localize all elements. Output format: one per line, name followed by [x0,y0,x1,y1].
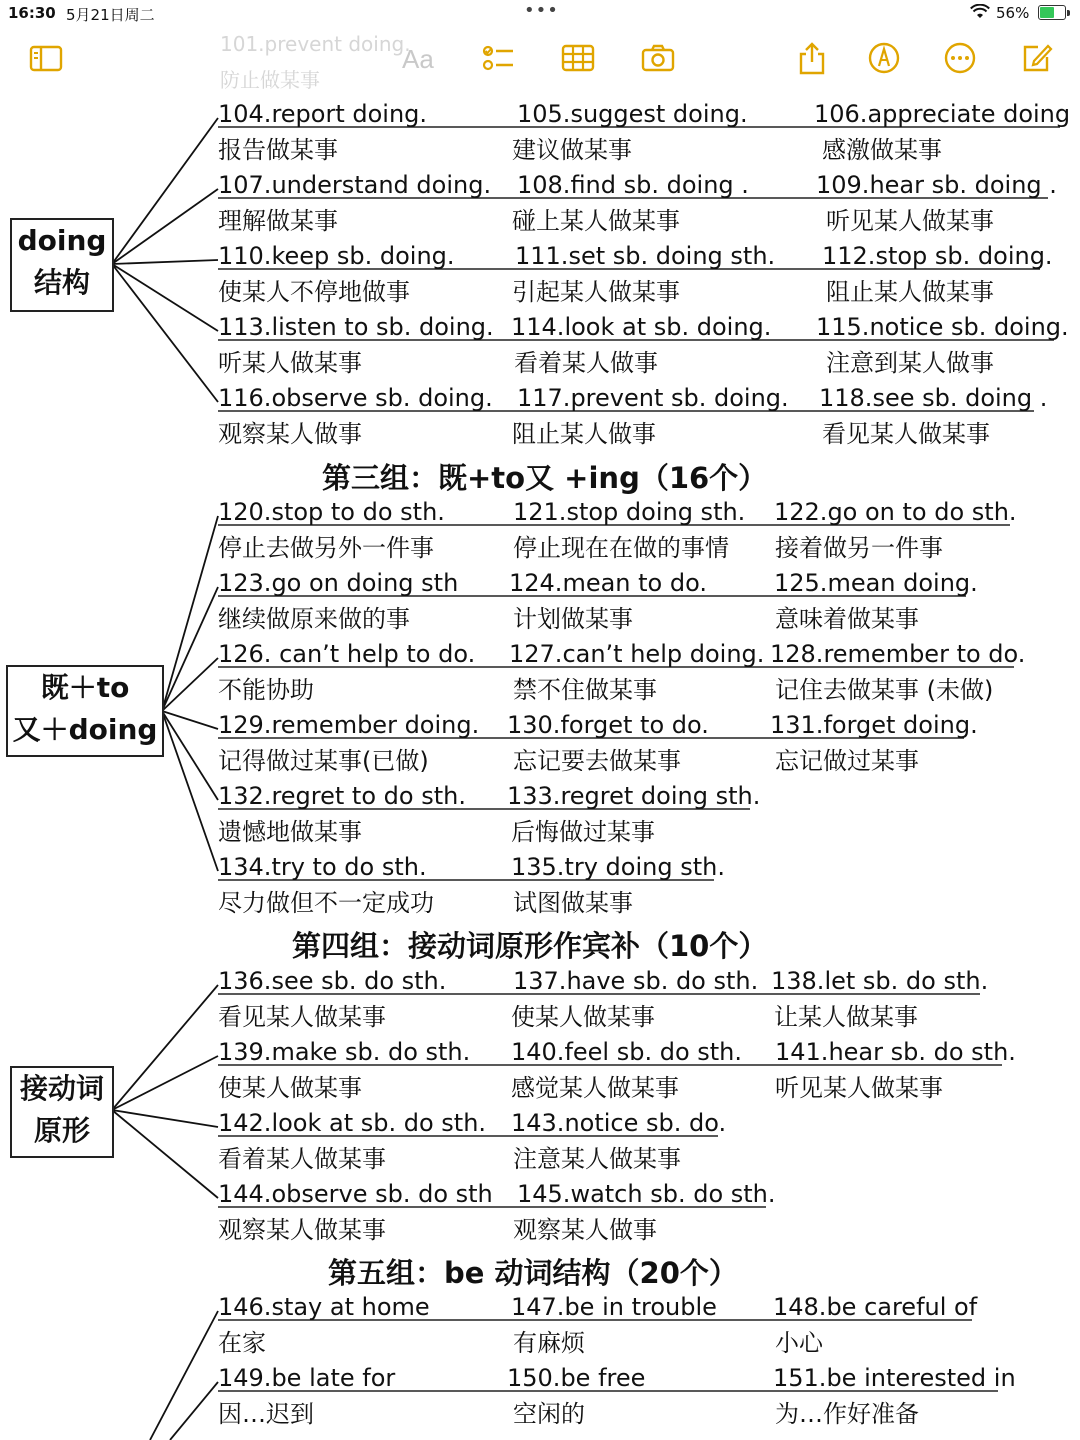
battery-icon [1038,5,1066,20]
status-bar [0,0,1080,28]
phrase-en: 136.see sb. do sth. [218,967,447,995]
phrase-zh: 看见某人做某事 [822,420,990,448]
phrase-zh: 意味着做某事 [775,605,919,633]
phrase-zh: 观察某人做事 [513,1216,657,1244]
phrase-zh: 注意某人做某事 [513,1145,681,1173]
phrase-zh: 报告做某事 [218,136,338,164]
box-label-line: 结构 [33,266,90,299]
phrase-zh: 小心 [775,1329,823,1357]
phrase-zh: 让某人做某事 [774,1003,918,1031]
phrase-en: 124.mean to do. [509,569,707,597]
phrase-en: 128.remember to do. [770,640,1026,668]
phrase-zh: 试图做某事 [513,889,633,917]
to-and-doing-label-box [6,665,164,757]
phrase-en: 109.hear sb. doing . [816,171,1057,199]
phrase-zh: 有麻烦 [513,1329,585,1357]
phrase-en: 138.let sb. do sth. [771,967,989,995]
checklist-icon[interactable] [480,40,516,76]
phrase-en: 106.appreciate doing [814,100,1071,128]
phrase-zh: 看着某人做某事 [218,1145,386,1173]
phrase-en: 115.notice sb. doing. [816,313,1069,341]
phrase-en: 121.stop doing sth. [513,498,746,526]
phrase-zh: 观察某人做事 [218,420,362,448]
phrase-en: 107.understand doing. [218,171,492,199]
phrase-zh: 计划做某事 [513,605,633,633]
box-label-line: 既＋to [40,671,130,704]
section-title-group4: 第四组：接动词原形作宾补（10个） [292,929,768,963]
phrase-en: 123.go on doing sth [218,569,459,597]
multitask-dots-icon[interactable]: ••• [524,0,559,21]
phrase-en: 134.try to do sth. [218,853,427,881]
phrase-en: 141.hear sb. do sth. [775,1038,1016,1066]
section-title-group5: 第五组：be 动词结构（20个） [328,1256,738,1290]
phrase-en: 105.suggest doing. [517,100,748,128]
phrase-en: 133.regret doing sth. [507,782,761,810]
phrase-zh: 感激做某事 [822,136,942,164]
phrase-en: 126. can’t help to do. [218,640,476,668]
camera-icon[interactable] [640,40,676,76]
phrase-zh: 阻止某人做某事 [826,278,994,306]
phrase-zh: 碰上某人做某事 [512,207,680,235]
ghost-text-line: 101.prevent doing. [220,32,411,56]
phrase-zh: 遗憾地做某事 [218,818,362,846]
phrase-zh: 停止现在在做的事情 [513,534,729,562]
bare-infinitive-label-box [10,1066,114,1158]
phrase-en: 149.be late for [218,1364,396,1392]
phrase-en: 111.set sb. doing sth. [515,242,776,270]
phrase-en: 142.look at sb. do sth. [218,1109,487,1137]
phrase-en: 131.forget doing. [770,711,978,739]
doing-structure-label-box [10,218,114,312]
phrase-zh: 注意到某人做事 [826,349,994,377]
phrase-zh: 听见某人做某事 [775,1074,943,1102]
compose-icon[interactable] [1018,40,1054,76]
phrase-zh: 使某人不停地做事 [218,278,410,306]
phrase-zh: 因…迟到 [218,1400,314,1428]
phrase-zh: 引起某人做某事 [512,278,680,306]
phrase-zh: 忘记要去做某事 [513,747,681,775]
share-icon[interactable] [794,40,830,76]
format-text-button[interactable]: Aa [402,44,434,74]
phrase-en: 137.have sb. do sth. [513,967,759,995]
phrase-zh: 观察某人做某事 [218,1216,386,1244]
phrase-en: 148.be careful of [773,1293,978,1321]
phrase-zh: 接着做另一件事 [775,534,943,562]
box-label-line: doing [17,224,107,257]
phrase-zh: 记住去做某事 (未做) [775,676,994,704]
phrase-en: 145.watch sb. do sth. [517,1180,776,1208]
phrase-en: 146.stay at home [218,1293,430,1321]
more-icon[interactable] [942,40,978,76]
ghost-text-line: 防止做某事 [220,68,320,92]
phrase-en: 120.stop to do sth. [218,498,445,526]
box-label-line: 原形 [33,1114,90,1147]
phrase-en: 118.see sb. doing . [819,384,1048,412]
phrase-zh: 忘记做过某事 [775,747,919,775]
phrase-zh: 在家 [218,1329,266,1357]
phrase-zh: 空闲的 [513,1400,585,1428]
phrase-en: 117.prevent sb. doing. [517,384,789,412]
phrase-en: 151.be interested in [773,1364,1016,1392]
phrase-en: 104.report doing. [218,100,428,128]
status-time: 16:30 [8,4,56,22]
phrase-zh: 理解做某事 [218,207,338,235]
phrase-zh: 不能协助 [218,676,314,704]
phrase-en: 144.observe sb. do sth [218,1180,493,1208]
phrase-zh: 看见某人做某事 [218,1003,386,1031]
phrase-zh: 继续做原来做的事 [218,605,410,633]
status-date: 5月21日周二 [66,6,155,24]
phrase-zh: 使某人做某事 [218,1074,362,1102]
phrase-en: 135.try doing sth. [511,853,725,881]
phrase-en: 122.go on to do sth. [774,498,1017,526]
phrase-en: 127.can’t help doing. [509,640,765,668]
phrase-en: 147.be in trouble [511,1293,717,1321]
phrase-en: 108.find sb. doing . [517,171,749,199]
phrase-zh: 停止去做另外一件事 [218,534,434,562]
phrase-zh: 建议做某事 [512,136,632,164]
phrase-en: 112.stop sb. doing. [822,242,1053,270]
phrase-en: 140.feel sb. do sth. [511,1038,743,1066]
phrase-zh: 听某人做某事 [218,349,362,377]
phrase-zh: 阻止某人做事 [512,420,656,448]
phrase-zh: 尽力做但不一定成功 [218,889,434,917]
phrase-en: 116.observe sb. doing. [218,384,493,412]
table-icon[interactable] [560,40,596,76]
wifi-icon [970,4,990,24]
box-label-line: 接动词 [19,1072,104,1105]
battery-tip [1067,10,1070,16]
phrase-en: 132.regret to do sth. [218,782,466,810]
phrase-zh: 感觉某人做某事 [511,1074,679,1102]
phrase-en: 114.look at sb. doing. [511,313,772,341]
markup-icon[interactable] [866,40,902,76]
phrase-zh: 听见某人做某事 [826,207,994,235]
phrase-zh: 记得做过某事(已做) [218,747,429,775]
phrase-en: 150.be free [507,1364,646,1392]
phrase-zh: 使某人做某事 [511,1003,655,1031]
phrase-zh: 看着某人做事 [514,349,658,377]
phrase-en: 110.keep sb. doing. [218,242,455,270]
phrase-zh: 后悔做过某事 [511,818,655,846]
phrase-zh: 为…作好准备 [775,1400,919,1428]
phrase-en: 125.mean doing. [774,569,978,597]
phrase-en: 129.remember doing. [218,711,480,739]
phrase-zh: 禁不住做某事 [513,676,657,704]
box-label-line: 又＋doing [12,713,158,746]
phrase-en: 143.notice sb. do. [511,1109,727,1137]
sidebar-icon[interactable] [28,40,64,76]
battery-percent: 56% [996,4,1030,22]
phrase-en: 139.make sb. do sth. [218,1038,471,1066]
phrase-en: 113.listen to sb. doing. [218,313,494,341]
section-title-group3: 第三组：既+to又 +ing（16个） [322,461,768,495]
phrase-en: 130.forget to do. [507,711,709,739]
